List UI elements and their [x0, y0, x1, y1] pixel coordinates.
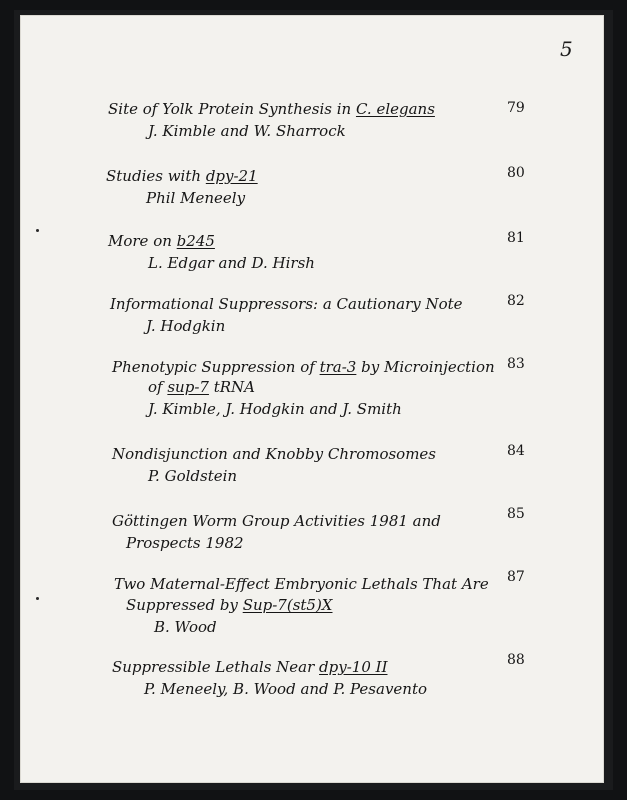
entry-title: Studies with dpy-21 [106, 167, 258, 185]
entry-title-continued: Suppressed by Sup-7(st5)X [126, 596, 333, 614]
entry-page: 88 [507, 652, 525, 668]
entry-authors: Phil Meneely [146, 189, 246, 207]
entry-authors: J. Hodgkin [146, 317, 226, 335]
entry-title: Two Maternal-Effect Embryonic Lethals That Are [114, 575, 489, 593]
entry-authors: B. Wood [154, 618, 217, 636]
entry-title: Informational Suppressors: a Cautionary Note [110, 295, 463, 313]
entry-title-continued: Prospects 1982 [126, 534, 244, 552]
entry-page: 85 [507, 506, 525, 522]
entry-authors: J. Kimble and W. Sharrock [148, 122, 346, 140]
entry-authors: L. Edgar and D. Hirsh [148, 254, 315, 272]
document-page [20, 15, 604, 783]
entry-page: 79 [507, 100, 525, 116]
entry-authors: P. Meneely, B. Wood and P. Pesavento [144, 680, 428, 698]
entry-title: Göttingen Worm Group Activities 1981 and [112, 512, 441, 530]
entry-title: Nondisjunction and Knobby Chromosomes [112, 445, 437, 463]
entry-page: 82 [507, 293, 525, 309]
entry-title: Suppressible Lethals Near dpy-10 II [112, 658, 388, 676]
entry-page: 80 [507, 165, 525, 181]
entry-page: 81 [507, 230, 525, 246]
entry-title-continued: of sup-7 tRNA [148, 378, 255, 396]
entry-title: Phenotypic Suppression of tra-3 by Microinjection [112, 358, 495, 376]
entry-title: Site of Yolk Protein Synthesis in C. elegans [108, 100, 435, 118]
entry-page: 87 [507, 569, 525, 585]
entry-page: 84 [507, 443, 525, 459]
page-number: 5 [560, 37, 573, 61]
entry-authors: J. Kimble, J. Hodgkin and J. Smith [148, 400, 402, 418]
entry-authors: P. Goldstein [148, 467, 238, 485]
entry-title: More on b245 [108, 232, 215, 250]
entry-page: 83 [507, 356, 525, 372]
